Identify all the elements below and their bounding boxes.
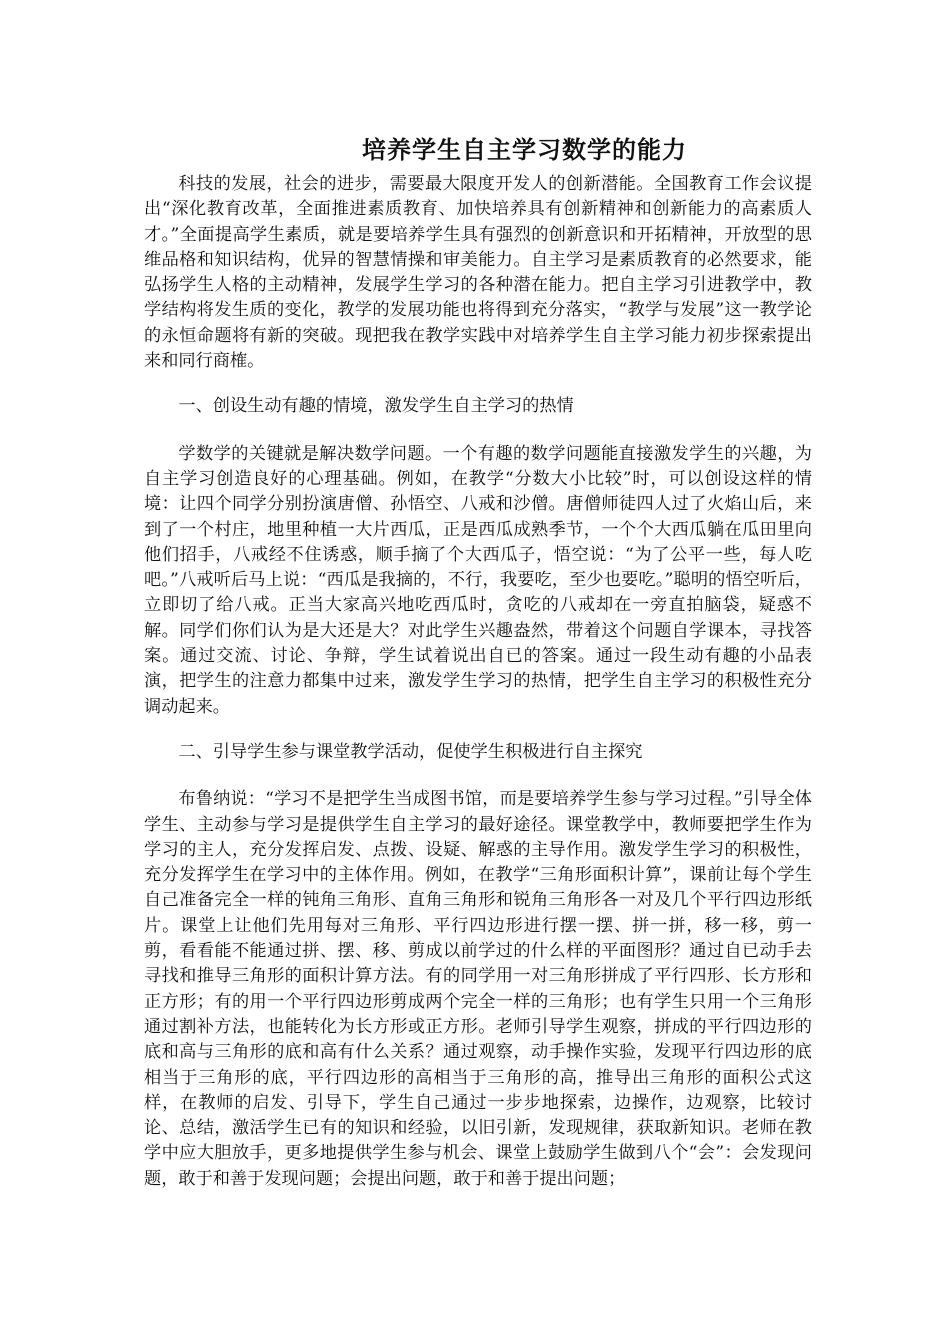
section-2-heading: 二、引导学生参与课堂教学活动，促使学生积极进行自主探究: [178, 741, 643, 762]
document-title: 培养学生自主学习数学的能力: [362, 135, 687, 164]
intro-paragraph: 科技的发展，社会的进步，需要最大限度开发人的创新潜能。全国教育工作会议提出“深化教育改革，全面推进素质教育、加快培养具有创新精神和创新能力的高素质人才。”全面提高学生素质，就是要培养学生具有强烈的创新意识和开拓精神，开放型的思维品格和知识结构，优异的智慧情操和审美能力。自主学习是素质教育的必然要求，能弘扬学生人格的主动精神，发展学生学习的各种潜在能力。把自主学习引进教学中，教学结构将发生质的变化，教学的发展功能也将得到充分落实，“教学与发展”这一教学论的永恒命题将有新的突破。现把我在教学实践中对培养学生自主学习能力初步探索提出来和同行商榷。: [144, 174, 812, 372]
section-1-heading: 一、创设生动有趣的情境，激发学生自主学习的热情: [178, 396, 574, 417]
document-body: [144, 172, 812, 1192]
section-1-paragraph: 学数学的关键就是解决数学问题。一个有趣的数学问题能直接激发学生的兴趣，为自主学习创造良好的心理基础。例如，在教学“分数大小比较”时，可以创设这样的情境：让四个同学分别扮演唐僧、孙悟空、八戒和沙僧。唐僧师徒四人过了火焰山后，来到了一个村庄，地里种植一大片西瓜，正是西瓜成熟季节，一个个大西瓜躺在瓜田里向他们招手，八戒经不住诱惑，顺手摘了个大西瓜子，悟空说：“为了公平一些，每人吃吧。”八戒听后马上说：“西瓜是我摘的，不行，我要吃，至少也要吃。”聪明的悟空听后，立即切了给八戒。正当大家高兴地吃西瓜时，贪吃的八戒却在一旁直拍脑袋，疑惑不解。同学们你们认为是大还是大？对此学生兴趣盎然，带着这个问题自学课本，寻找答案。通过交流、讨论、争辩，学生试着说出自已的答案。通过一段生动有趣的小品表演，把学生的注意力都集中过来，激发学生学习的热情，把学生自主学习的积极性充分调动起来。: [144, 443, 812, 717]
section-2-paragraph: 布鲁纳说：“学习不是把学生当成图书馆，而是要培养学生参与学习过程。”引导全体学生、主动参与学习是提供学生自主学习的最好途径。课堂教学中，教师要把学生作为学习的主人，充分发挥启发、点拨、设疑、解惑的主导作用。激发学生学习的积极性，充分发挥学生在学习中的主体作用。例如，在教学“三角形面积计算”，课前让每个学生自己准备完全一样的钝角三角形、直角三角形和锐角三角形各一对及几个平行四边形纸片。课堂上让他们先用每对三角形、平行四边形进行摆一摆、拼一拼，移一移，剪一剪，看看能不能通过拼、摆、移、剪成以前学过的什么样的平面图形？通过自已动手去寻找和推导三角形的面积计算方法。有的同学用一对三角形拼成了平行四形、长方形和正方形；有的用一个平行四边形剪成两个完全一样的三角形；也有学生只用一个三角形通过割补方法，也能转化为长方形或正方形。老师引导学生观察，拼成的平行四边形的底和高与三角形的底和高有什么关系？通过观察，动手操作实验，发现平行四边形的底相当于三角形的底，平行四边形的高相当于三角形的高，推导出三角形的面积公式这样，在教师的启发、引导下，学生自己通过一步步地探索，边操作，边观察，比较讨论、总结，激活学生已有的知识和经验，以旧引新，发现规律，获取新知识。老师在教学中应大胆放手，更多地提供学生参与机会、课堂上鼓励学生做到八个“会”：会发现问题，敢于和善于发现问题；会提出问题，敢于和善于提出问题；: [144, 789, 812, 1189]
